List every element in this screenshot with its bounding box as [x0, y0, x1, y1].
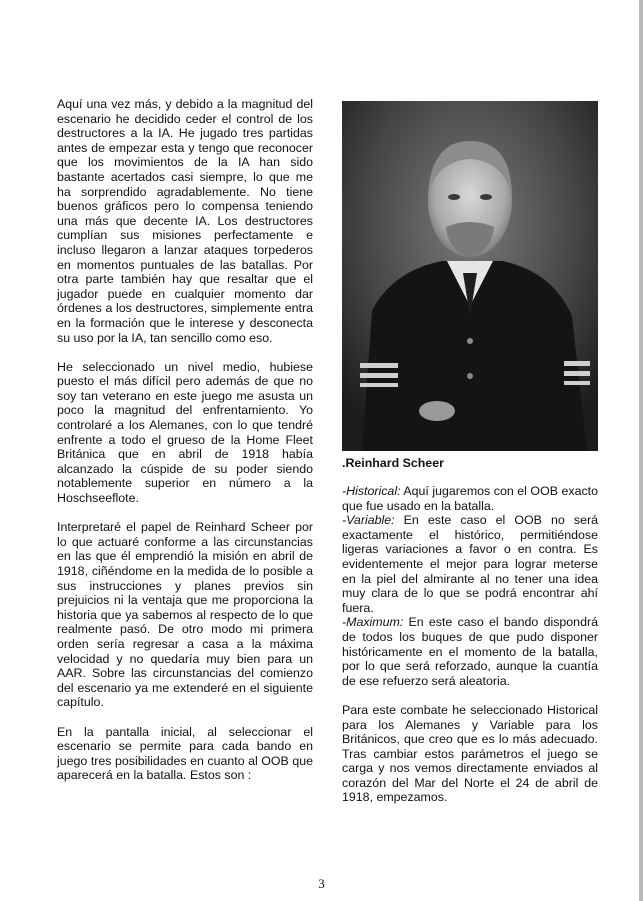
option-variable	[342, 513, 598, 615]
option-text: En este caso el OOB no será exactamente el histórico, permitiéndose ligeras variaciones a favor o en contra. Es evidentemente el mejor para lograr meterse en la piel del almirante al no tener una idea muy clara de lo que se podrá encontrar ahí fuera.	[342, 513, 598, 615]
left-column	[57, 97, 313, 798]
page-number: 3	[318, 876, 325, 891]
option-maximum	[342, 615, 598, 688]
option-text: Aquí jugaremos con el OOB exacto que fue usado en la batalla.	[342, 484, 598, 513]
option-historical	[342, 484, 598, 513]
portrait-illustration	[342, 101, 598, 451]
photo-caption: .Reinhard Scheer	[342, 456, 444, 470]
paragraph-ia-destructores: Aquí una vez más, y debido a la magnitud del escenario he decidido ceder el control de los destructores a la IA. He jugado tres partidas antes de empezar esta y tengo que reconocer que los movimientos de la IA han sido bastante acertados casi siempre, lo que me ha sorprendido agradablemente. No tiene buenos gráficos pero lo compensa teniendo una más que decente IA. Los destructores cumplían sus misiones perfectamente e incluso llegaron a lanzar ataques torpederos en momentos puntuales de las batallas. Por otra parte también hay que resaltar que el jugador puede en cualquier momento dar órdenes a los destructores, simplemente entra en la formación que le interese y desconecta su uso por la IA, tan sencillo como eso.	[57, 97, 313, 345]
paragraph-seleccion: Para este combate he seleccionado Historical para los Alemanes y Variable para los Británicos, que creo que es lo más adecuado. Tras cambiar estos parámetros el juego se carga y nos vemos directamente enviados al corazón del Mar del Norte el 24 de abril de 1918, empezamos.	[342, 702, 598, 805]
portrait-photo	[342, 101, 598, 451]
paragraph-nivel: He seleccionado un nivel medio, hubiese puesto el más difícil pero además de que no soy tan veterano en este juego me asusta un poco la magnitud del enfrentamiento. Yo controlaré a los Alemanes, con lo que tendré enfrente a todo el grueso de la Home Fleet Británica que en abril de 1918 había alcanzado la cúspide de su poder siendo notablemente superior en número a la Hoschseeflote.	[57, 359, 313, 506]
option-label: -Variable:	[342, 513, 395, 528]
option-text: En este caso el bando dispondrá de todos los buques de que pudo disponer históricamente en el momento de la batalla, por lo que será reforzado, aunque la cuantía de ese refuerzo será aleatoria.	[342, 615, 598, 688]
paragraph-pantalla-inicial: En la pantalla inicial, al seleccionar el escenario se permite para cada bando en juego tres posibilidades en cuanto al OOB que aparecerá en la batalla. Estos son :	[57, 724, 313, 783]
oob-options	[342, 484, 598, 805]
paragraph-scheer: Interpretaré el papel de Reinhard Scheer por lo que actuaré conforme a las circunstancias en las que él emprendió la misión en abril de 1918, ciñéndome en la medida de lo posible a sus instrucciones y planes previos sin prejuicios ni la ventaja que me proporciona la historia que ya sabemos al respecto de lo que realmente pasó. De otro modo mi primera orden sería regresar a casa a la máxima velocidad y no quedaría muy bien para un AAR. Sobre las circunstancias del comienzo del escenario ya me extenderé en el siguiente capítulo.	[57, 520, 313, 710]
option-label: -Historical:	[342, 484, 401, 498]
option-label: -Maximum:	[342, 615, 404, 630]
page-edge	[639, 0, 643, 901]
